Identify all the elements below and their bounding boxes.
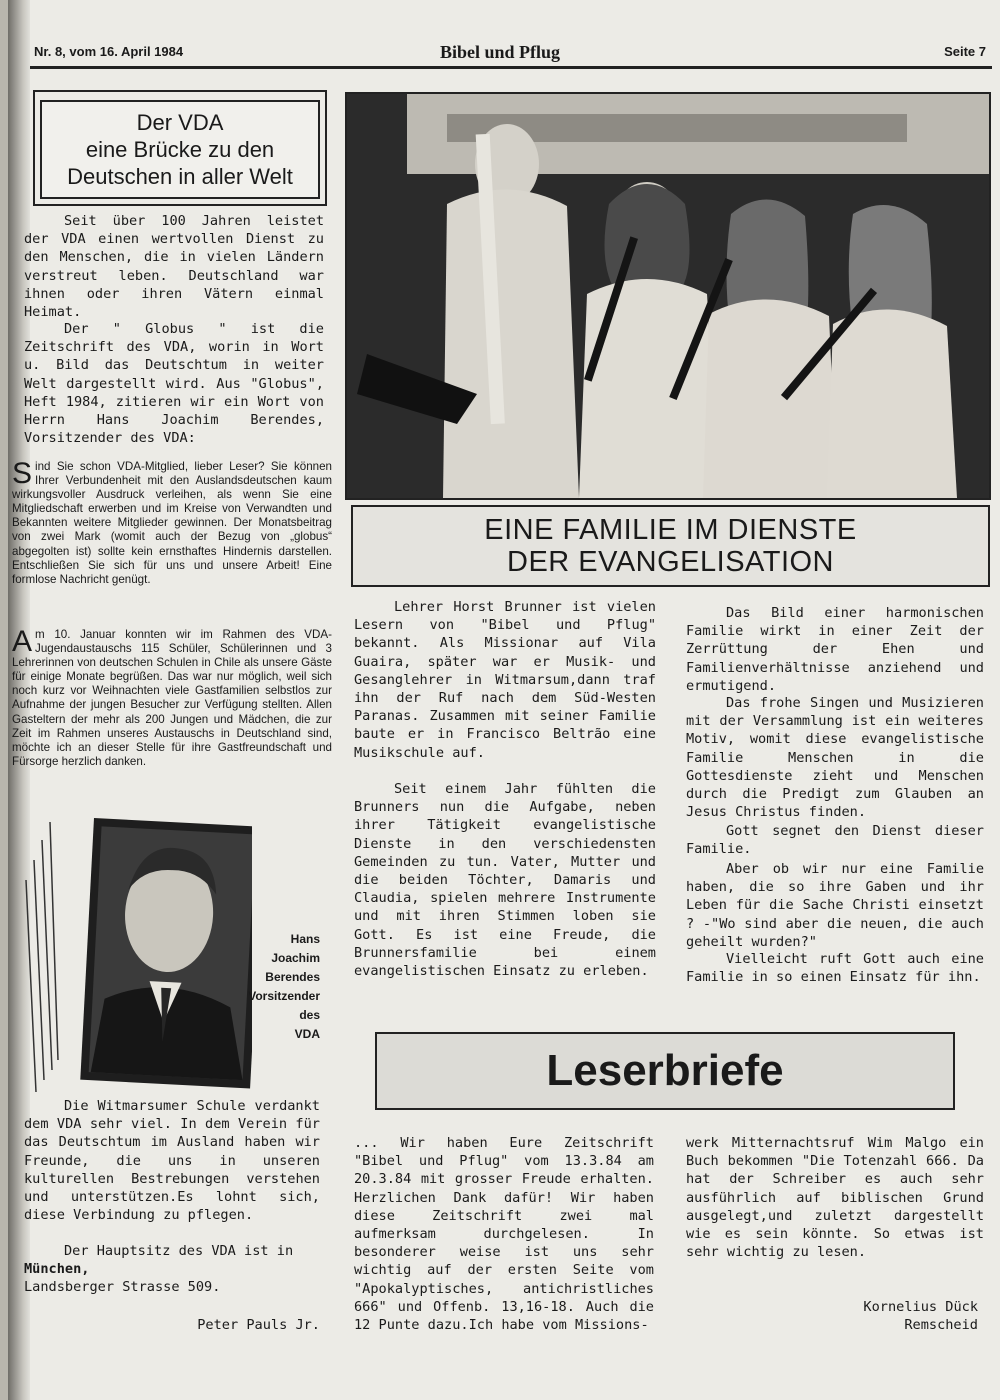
family-col2-p4: Aber ob wir nur eine Familie haben, die so ihre Gaben und ihr Leben für die Sache Christi einsetzt ? -"Wo sind aber die neuen, die auch geheilt wurden?" <box>686 861 984 950</box>
vda-author: Peter Pauls Jr. <box>197 1317 320 1333</box>
issue-date: Nr. 8, vom 16. April 1984 <box>34 44 184 59</box>
family-col2-p5: Vielleicht ruft Gott auch eine Familie in so einen Einsatz für ihn. <box>686 951 984 986</box>
header-rule <box>30 66 992 69</box>
vda-quote2: Am 10. Januar konnten wir im Rahmen des VDA-Jugendaustauschs 115 Schüler, Schülerinnen und 3 Lehrerinnen von deutschen Schulen in Chile als unsere Gäste für einige Monate begrüßen. Das war nur möglich, weil sich noch kurz vor Weihnachten viele Gastfamilien selbstlos zur Aufnahme der jungen Besucher zur Verfügung stellten. Allen Gasteltern der mehr als 200 Jungen und Mädchen, die zur Zeit im Rahmen unseres Austauschs in Deutschland sind, möchte ich an dieser Stelle für ihre Gastfreundschaft und Fürsorge herzlich danken. <box>12 625 332 768</box>
vda-quote1-initial: S <box>12 457 33 490</box>
family-headline: EINE FAMILIE IM DIENSTE DER EVANGELISATION <box>351 505 990 587</box>
family-col1-p1: Lehrer Horst Brunner ist vielen Lesern von "Bibel und Pflug" bekannt. Als Missionar auf Vila Guaira, später war er Musik- und Gesanglehrer in Witmarsum,dann traf ihn der Ruf nach dem Süd-Westen Paranas. Zusammen mit seiner Familie baute er in Francisco Beltrão eine Musikschule auf. <box>354 599 656 761</box>
masthead: Bibel und Pflug <box>440 42 561 62</box>
vda-quote1: Sind Sie schon VDA-Mitglied, lieber Leser? Sie können Ihrer Verbundenheit mit den Auslandsdeutschen kaum wirkungsvoller Ausdruck verleihen, als wenn Sie eine Mitgliedschaft erwerben und im Kreise von Verwandten und Bekannten weitere Mitglieder gewinnen. Der Monatsbeitrag von zwei Mark (womit auch der Bezug von „globus“ abgegolten ist) sollte kein ernsthaftes Hindernis darstellen. Entschließen Sie sich für uns und unsere Arbeit! Eine formlose Nachricht genügt. <box>12 457 332 586</box>
vda-closing-city: München, <box>24 1261 90 1277</box>
portrait-caption: Hans Joachim Berendes Vorsitzender des VDA <box>248 932 320 1041</box>
page-number: Seite 7 <box>944 44 986 59</box>
leserbriefe-col1: ... Wir haben Eure Zeitschrift "Bibel und Pflug" vom 13.3.84 am 20.3.84 mit grosser Freude erhalten. Herzlichen Dank dafür! Wir haben diese Zeitschrift zwei mal aufmerksam durchgelesen. In besonderer weise ist uns sehr wichtig auf der ersten Seite vom "Apokalyptisches, antichristliches 666" und Offenb. 13,16-18. Auch die 12 Punte dazu.Ich habe vom Missions- <box>354 1135 654 1334</box>
vda-closing-p1: Die Witmarsumer Schule verdankt dem VDA sehr viel. In dem Verein für das Deutschtum im Ausland haben wir Freunde, die uns in unseren kulturellen Bestrebungen verstehen und unterstützen.Es lohnt sich, diese Verbindung zu pflegen. <box>24 1098 320 1224</box>
vda-title-box <box>33 90 327 206</box>
leserbriefe-city: Remscheid <box>904 1317 978 1333</box>
family-col2-p1: Das Bild einer harmonischen Familie wirkt in einer Zeit der Zerrüttung der Ehen und Familienverhältnisse anziehend und ermutigend. <box>686 605 984 694</box>
family-col2-p3: Gott segnet den Dienst dieser Familie. <box>686 823 984 858</box>
family-photo <box>345 92 991 500</box>
vda-title-line2: eine Brücke zu den <box>85 137 275 162</box>
newspaper-page <box>8 0 1000 1400</box>
leserbriefe-title: Leserbriefe <box>375 1032 955 1110</box>
leserbriefe-author: Kornelius Dück <box>863 1299 978 1315</box>
portrait-photo-frame <box>22 810 252 1100</box>
vda-closing-address: Landsberger Strasse 509. <box>24 1279 221 1295</box>
vda-intro-p1: Seit über 100 Jahren leistet der VDA einen wertvollen Dienst zu den Menschen, die in vielen Ländern verstreut leben. Deutschland war ihnen oder ihren Vätern einmal Heimat. <box>24 213 324 321</box>
leserbriefe-col2: werk Mitternachtsruf Wim Malgo ein Buch bekommen "Die Totenzahl 666. Da hat der Schreiber es auch sehr ausführlich auf biblischen Grund ausgelegt,und zuletzt dargestellt wie es sein könnte. So etwas ist sehr wichtig zu lesen. <box>686 1135 984 1261</box>
family-col2-p2: Das frohe Singen und Musizieren mit der Versammlung ist ein weiteres Motiv, womit diese evangelistische Familie Menschen in die Gottesdienste zieht und Menschen durch die Predigt zum Glauben an Jesus Christus finden. <box>686 695 984 821</box>
vda-title-line3: Deutschen in aller Welt <box>67 164 293 189</box>
family-col1-p2: Seit einem Jahr fühlten die Brunners nun die Aufgabe, neben ihrer Tätigkeit evangelistische Dienste in den verschiedensten Gemeinden zu tun. Vater, Mutter und die beiden Töchter, Damaris und Claudia, spielen mehrere Instrumente und mit ihren Stimmen loben sie Gott. Es ist eine Freude, die Brunnersfamilie bei einem evangelistischen Einsatz zu erleben. <box>354 781 656 980</box>
vda-quote2-initial: A <box>12 625 33 658</box>
vda-intro-p2: Der " Globus " ist die Zeitschrift des VDA, worin in Wort u. Bild das Deutschtum in weiter Welt dargestellt wird. Aus "Globus", Heft 1984, zitieren wir ein Wort von Herrn Hans Joachim Berendes, Vorsitzender des VDA: <box>24 321 324 447</box>
vda-closing-p2: Der Hauptsitz des VDA ist in <box>64 1243 294 1259</box>
vda-title-line1: Der VDA <box>136 110 224 135</box>
